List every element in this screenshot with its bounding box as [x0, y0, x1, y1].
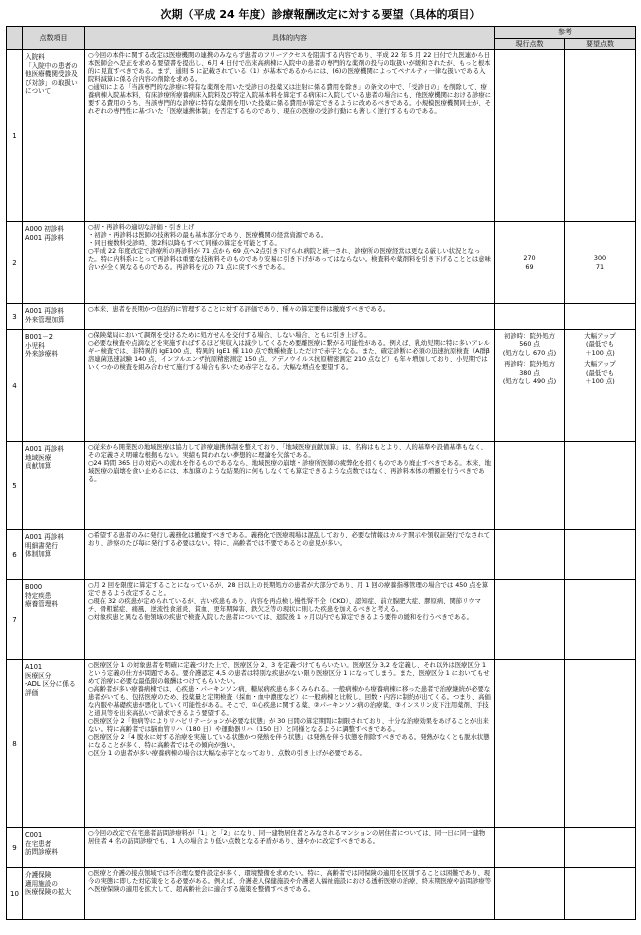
item-line: 地域医療	[25, 453, 52, 462]
content-paragraph: ○医療区分 2「他病等によりリハビリテーションが必要な状態」が 30 日間の算定期間に制限されており、十分な治療効果をあげることが出来ない。特に高齢者では脳血管リハ（180 日）や運動器リハ（150 日）と同様となるように調整すべきである。	[88, 718, 489, 733]
content-paragraph: ・同日複数科受診時、第2科以降もすべて同様の算定を可能とする。	[88, 240, 281, 247]
ref-request	[565, 580, 636, 660]
table-row	[7, 868, 636, 920]
row-content	[85, 222, 495, 304]
ref-current	[495, 304, 565, 330]
row-item	[23, 50, 85, 222]
row-number: 8	[7, 660, 23, 828]
header-item: 点数項目	[23, 27, 85, 50]
row-number: 10	[7, 868, 23, 920]
item-line: A101	[25, 663, 43, 671]
row-content	[85, 868, 495, 920]
ref-request	[565, 660, 636, 828]
content-paragraph: ○医療区分 1 の対象患者を明確に定義づけた上で、医療区分 2、3 を定義づけてもらいたい。医療区分 3,2 を定義し、それ以外は医療区分 1 という定義の仕方が問題である。要介護認定 4,5 の患者は特別な疾患がない限り医療区分 1 になってしまう。また、医療区分 1 においてもせめて治療に必要な最低限の報酬はつけてもらいたい。	[88, 662, 490, 685]
table-row	[7, 304, 636, 330]
row-item	[23, 660, 85, 828]
item-line: A001 再診料	[25, 233, 64, 242]
content-paragraph: ○区分 1 の患者が多い療養病棟の場合は大幅な赤字となっており、点数の引き上げが必要である。	[88, 750, 366, 757]
ref-request	[565, 50, 636, 222]
item-line: C001	[25, 831, 43, 839]
content-paragraph: ○通知による「当該専門的な診療に特有な薬剤を用いた受診日の投薬又は注射に係る費用を除き」の条文の中で、「受診日の」を削除して、療養病棟入院基本料、有床診療所療養病床入院料及び特定入院基本料を算定する病床に入院している患者の場合にも、他医療機関における診療に要する費用のうち、当該専門的な診療に特有な薬剤を用いた投薬に係る費用が算定できるように改めるべきである。小規模医療機関同士が、それぞれの専門性に基づいた「医療連携体制」を否定するものであり、現在の医療の受診行動にも著しく逆行するものである。	[88, 84, 491, 115]
row-item	[23, 828, 85, 868]
item-line: A000 初診料	[25, 225, 64, 233]
ref-current	[495, 580, 565, 660]
row-number: 6	[7, 530, 23, 580]
ref-value: ＋100 点)	[585, 377, 615, 386]
row-content	[85, 330, 495, 442]
ref-request	[565, 530, 636, 580]
item-line: 小児科	[25, 341, 45, 350]
item-line: 体制加算	[25, 550, 52, 559]
ref-value: 270	[523, 254, 536, 263]
ref-current	[495, 828, 565, 868]
row-item	[23, 868, 85, 920]
row-item	[23, 530, 85, 580]
table-row	[7, 442, 636, 530]
header-request: 要望点数	[565, 39, 636, 50]
table-row	[7, 50, 636, 222]
ref-current	[495, 660, 565, 828]
ref-value: 300	[593, 254, 607, 263]
ref-value: 71	[595, 262, 605, 271]
item-line: A001 再診料	[25, 307, 64, 315]
row-content	[85, 442, 495, 530]
row-content	[85, 660, 495, 828]
row-number: 1	[7, 50, 23, 222]
row-content	[85, 828, 495, 868]
ref-value: (最低でも	[585, 340, 615, 349]
content-paragraph: ○今回の改定で在宅患者訪問診療料が「1」と「2」になり、同一建物居住者とみなされるマンションの居住者については、同一日に同一建物居住者 4 名の訪問診療でも、1 人の場合より低い点数となる矛盾があり、速やかに改定すべきである。	[88, 830, 486, 845]
item-line: 外来診療料	[25, 350, 58, 359]
ref-block	[566, 360, 634, 385]
row-item	[23, 330, 85, 442]
ref-current	[495, 868, 565, 920]
item-line: 特定疾患	[25, 591, 52, 600]
content-paragraph: ○本来、患者を長期かつ包括的に管理することに対する評価であり、種々の算定要件は撤廃すべきである。	[88, 306, 390, 313]
item-line: 入院料	[25, 53, 45, 61]
table-row	[7, 222, 636, 304]
content-paragraph: ○月 2 回を限度に算定することになっているが、28 日以上の長期処方の患者が大部分であり、月 1 回の療養指導管理の場合では 450 点を算定できるよう改定すること。	[88, 582, 489, 597]
item-line: B001－2	[25, 333, 53, 341]
header-content: 具体的内容	[85, 27, 495, 50]
table-row	[7, 580, 636, 660]
item-line: A001 再診料	[25, 533, 64, 541]
row-content	[85, 50, 495, 222]
content-paragraph: ○初・再診料の適切な評価・引き上げ	[88, 224, 195, 231]
item-line: 医療保険の拡大	[25, 888, 72, 897]
content-paragraph: ○希望する患者のみに発行し義務化は撤廃すべきである。義務化で医療現場は混乱しており、必要な情報はカルテ開示や領収証発行でなされており、診察のたび毎に発行する必要はない。特に、高齢者では不要であるとの意見が多い。	[88, 532, 491, 547]
header-no	[7, 27, 23, 50]
item-line: 療養管理料	[25, 600, 58, 609]
ref-value: 380 点	[519, 368, 540, 377]
content-paragraph: ・初診・再診料は医師の技術料の最も基本部分であり、医療機関の経営資源である。	[88, 232, 328, 239]
ref-request	[565, 868, 636, 920]
ref-block	[566, 332, 634, 357]
ref-value: 大幅アップ	[584, 332, 616, 340]
ref-block	[496, 360, 563, 385]
item-line: 貢献加算	[25, 462, 52, 471]
ref-current	[495, 222, 565, 304]
ref-request	[565, 442, 636, 530]
ref-value: (処方なし 670 点)	[502, 348, 557, 357]
item-line: A001 再診料	[25, 445, 64, 453]
ref-value: (最低でも	[585, 368, 615, 377]
content-paragraph: ○現在 32 の疾患が定められているが、古い疾患もあり、内容を再点検し慢性腎不全（CKD）、認知症、前立腺肥大症、膠原病、関節リウマチ、骨粗鬆症、痛風、逆流性食道炎、貧血、更年期障害、鉄欠乏等の現状に則した疾患を加えるべきと考える。	[88, 598, 481, 613]
ref-current	[495, 442, 565, 530]
ref-value: (処方なし 490 点)	[502, 377, 557, 386]
table-row	[7, 330, 636, 442]
ref-value: 大幅アップ	[584, 360, 616, 369]
page-title: 次期（平成 24 年度）診療報酬改定に対する要望（具体的項目）	[160, 8, 481, 21]
row-number: 7	[7, 580, 23, 660]
row-item	[23, 222, 85, 304]
table-row	[7, 828, 636, 868]
table-row	[7, 660, 636, 828]
row-number: 4	[7, 330, 23, 442]
row-content	[85, 304, 495, 330]
content-paragraph: ○保険薬局において調剤を受けるために処方せんを交付する場合、しない場合、ともに引き上げる。	[88, 332, 371, 339]
item-line: 介護保険	[25, 871, 52, 879]
header-ref: 参考	[495, 27, 636, 39]
ref-current	[495, 50, 565, 222]
item-line: 訪問診療料	[25, 848, 58, 857]
item-line: 外来管理加算	[25, 315, 65, 324]
item-line: 医療区分	[25, 671, 52, 680]
ref-request	[565, 330, 636, 442]
ref-value: 初診時：院外処方	[503, 332, 556, 340]
content-paragraph: ○高齢者が多い療養病棟では、心疾患・パーキンソン病、糖尿病疾患も多くみられる。一般病棟から療養病棟に移った患者で治療継続が必要な患者がいても、包括医療のため、投薬量と定期検査（採血・血中濃度など）に一般病棟と比較し、回数・内容に制約が出てくる。つまり、高価な内服や基礎疾患が悪化していく可能性がある。そこで、①心疾患に関する薬、②パーキンソン病の治療薬、③インスリン皮下注用薬剤、手技と道具等を出来高払いで請求できるよう要望する。	[88, 686, 491, 717]
item-line: 「入院中の患者の他医療機関受診及び対診」の取扱いについて	[25, 61, 78, 96]
row-number: 5	[7, 442, 23, 530]
table-row	[7, 530, 636, 580]
ref-request	[565, 828, 636, 868]
ref-value: ＋100 点)	[585, 348, 615, 357]
request-table	[6, 26, 636, 920]
content-paragraph: ○医療区分 2「4 脱水に対する治療を実施している状態かつ発熱を伴う状態」は発熱を伴う状態を削除すべきである。発熱がなくとも脱水状態になることが多く、特に高齢者ではその傾向が強い。	[88, 734, 490, 749]
row-content	[85, 530, 495, 580]
ref-value: 再診時：院外処方	[503, 360, 556, 369]
ref-current	[495, 530, 565, 580]
row-item	[23, 580, 85, 660]
row-number: 3	[7, 304, 23, 330]
ref-request	[565, 304, 636, 330]
ref-value: 69	[525, 262, 534, 271]
item-line: 明細書発行	[25, 541, 58, 550]
item-line: -ADL 区分に係る評価	[25, 680, 76, 697]
content-paragraph: ○対象疾患と異なる他領域の疾患で検査入院した患者については、退院後 1 ヶ月以内でも算定できるよう要件の緩和を行うべきである。	[88, 614, 473, 621]
row-content	[85, 580, 495, 660]
item-line: 在宅患者	[25, 839, 52, 848]
content-paragraph: ○24 時間 365 日の対応への流れを作るものであるなら、地域医療の崩壊・診療所医師の疲弊化を招くものであり廃止すべきである。本来、地域医療の崩壊を食い止めるには、本加算のような結果的に何もしなくても算定できるような点数ではなく、再診料本体の増額を行うべきである。	[88, 460, 491, 483]
row-item	[23, 442, 85, 530]
content-paragraph: ○平成 22 年度改定で診療所の再診料が 71 点から 69 点へ2点引き下げられ病院と統一され、診療所の医療経営は更なる厳しい状況となった。特に内科系にとって再診料は重要な技術料そのものであり安易に引き下げがあってはならない。検査料や薬剤料を引き下げることとは意味合いが全く異なるものである。再診料を元の 71 点に戻すべきである。	[88, 248, 491, 271]
row-number: 2	[7, 222, 23, 304]
ref-block	[496, 332, 563, 357]
content-paragraph: ○医療と介護の接点領域では不合理な要件設定が多く、環境整備を求めたい。特に、高齢者では同保険の適用を区別することは困難であり、現今の実態に即した対応策をとる必要がある。例えば、介護老人保健施設や介護老人福祉施設における透析医療の治療、終末期医療や訪問診療等へ医療保険の適用を拡大して、超高齢社会に適合する施策を整備すべきである。	[88, 870, 491, 893]
ref-value: 560 点	[519, 340, 540, 349]
ref-current	[495, 330, 565, 442]
header-current: 現行点数	[495, 39, 565, 50]
content-paragraph: ○従来から開業医の地域医療は協力して診療連携体制を整えており、「地域医療貢献加算」は、名称はもとより、人的基準や設備基準もなく、その定義さえ明確な根拠もない。実績も問われない夢想的に理論を欠落である。	[88, 444, 487, 459]
item-line: 適用施設の	[25, 879, 58, 888]
content-paragraph: ○今回の本件に関する改定は医療機関の連携のみならず患者のフリーアクセスを阻害する内容であり、平成 22 年 5 月 22 日付で九医連から日本医師会へ是正を求める要望書を提出し、6月 4 日付で出来高病棟に入院中の患者の専門的な薬剤の投与の取扱いが緩和されたが、もっと根本的に見直すべきである。まず、通則 5 に記載されている（1）が基本であるからには、(6)の医療機関によってペナルティ一律な扱いである入院料減算に係る合内容の削除を求める。	[88, 52, 491, 83]
content-paragraph: ○必要な検査や点滴などを実施すればするほど実収入は減少してくるため要離医療に繋がる可能性がある。例えば、乳幼児期に特に多いアレルギー検査では、非特異的 IgE100 点、特異的 IgE1 種 110 点で数種検査しただけで赤字となる。また、確定診断に必須の迅速抗原検査（A群β溶連菌迅速試験 140 点、インフルエンザ抗原精密測定 150 点、アデノウイルス抗原精密測定 210 点など）も年々増加しており、小児期ではいくつかの検査を組み合わせて施行する場合も多いため赤字となる。大幅な増点を要望する。	[88, 340, 490, 371]
row-number: 9	[7, 828, 23, 868]
ref-request	[565, 222, 636, 304]
item-line: B000	[25, 583, 43, 591]
row-item	[23, 304, 85, 330]
